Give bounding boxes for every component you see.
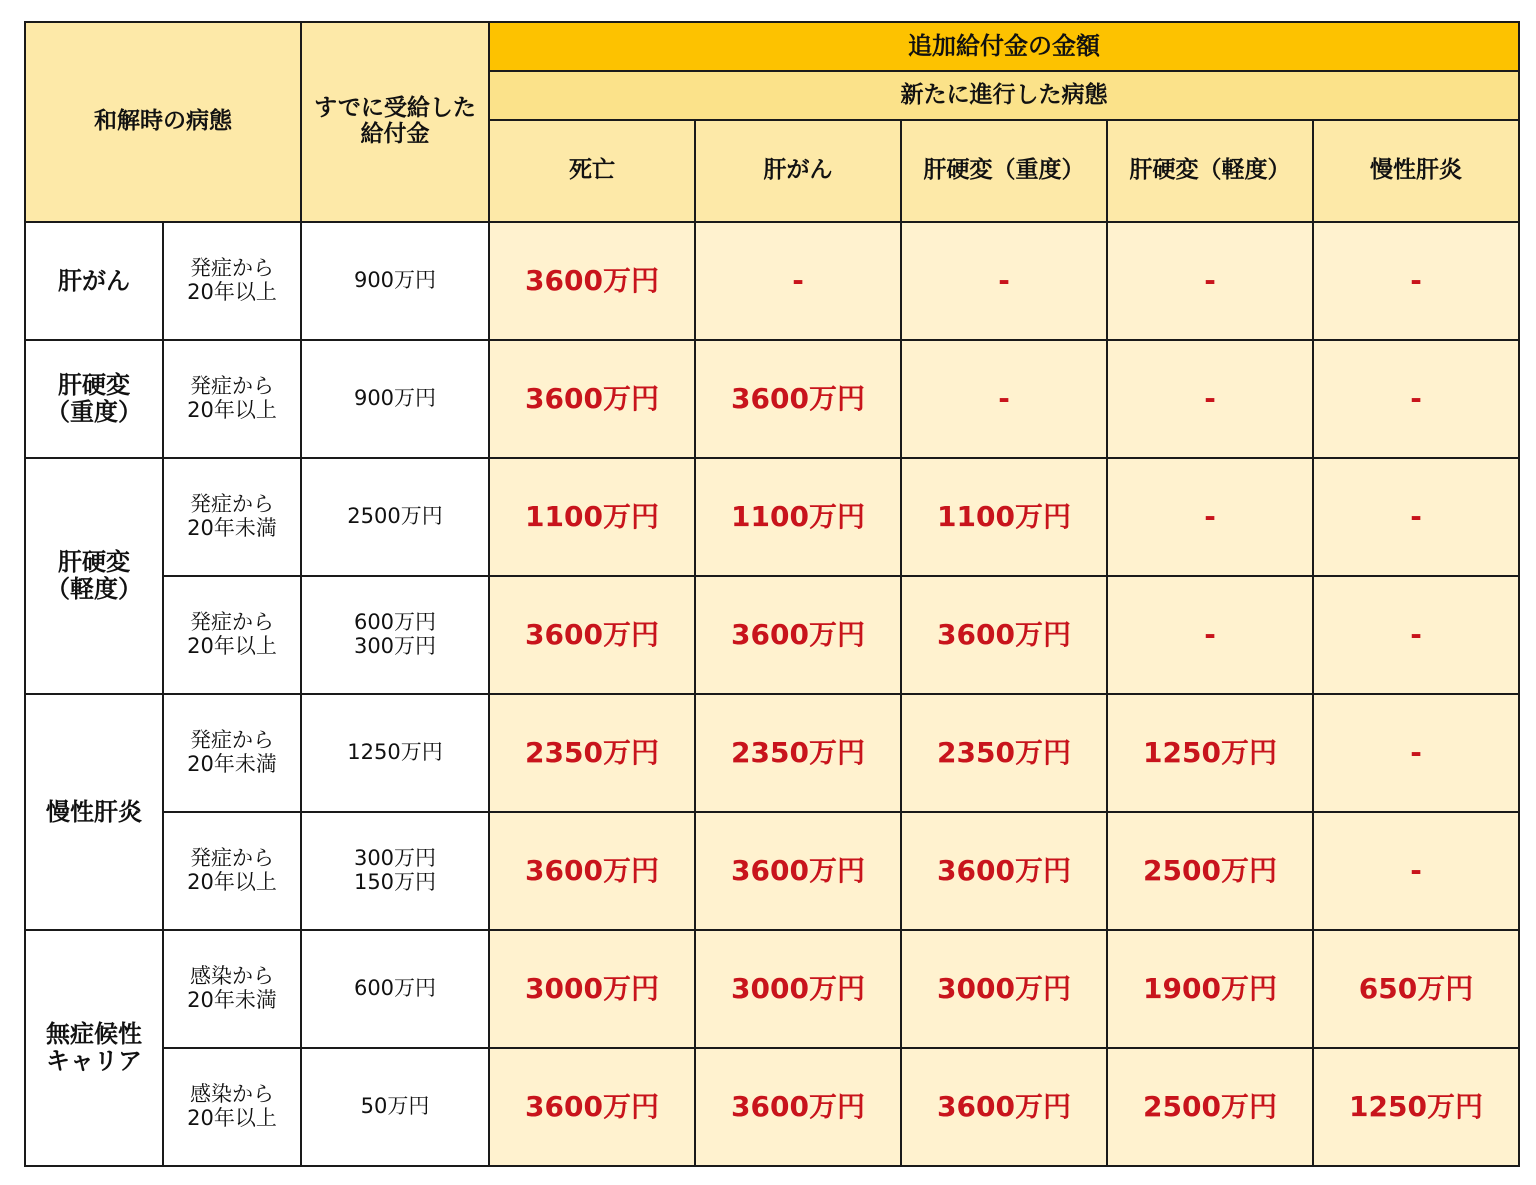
- already-received-amount-line-1: 50万円: [360, 1094, 430, 1119]
- additional-amount-cirrhosis-severe: 3600万円: [901, 812, 1107, 930]
- additional-amount-death: 1100万円: [489, 458, 695, 576]
- table-row: [25, 340, 1519, 458]
- additional-amount-cirrhosis-mild: -: [1107, 222, 1313, 340]
- onset-period-line-1: 発症から: [190, 256, 274, 281]
- condition-label-line-2: （重度）: [46, 398, 142, 426]
- additional-amount-chronic-hepatitis: 650万円: [1313, 930, 1519, 1048]
- table-row: [25, 812, 1519, 930]
- already-received-amount: [301, 812, 489, 930]
- header-condition-at-settlement: 和解時の病態: [25, 22, 301, 222]
- table-row: [25, 458, 1519, 576]
- table-row: [25, 222, 1519, 340]
- additional-amount-cirrhosis-severe: 2350万円: [901, 694, 1107, 812]
- onset-period-line-1: 発症から: [190, 374, 274, 399]
- outcome-header-liver-cancer: 肝がん: [695, 120, 901, 222]
- additional-amount-cirrhosis-severe: 3600万円: [901, 576, 1107, 694]
- already-received-amount: [301, 694, 489, 812]
- additional-amount-cirrhosis-severe: -: [901, 340, 1107, 458]
- already-received-amount: [301, 576, 489, 694]
- already-received-amount-line-1: 2500万円: [347, 504, 443, 529]
- benefit-table: [24, 21, 1520, 1167]
- onset-period: [163, 812, 301, 930]
- onset-period-line-2: 20年以上: [187, 1106, 277, 1130]
- additional-amount-liver-cancer: 3600万円: [695, 812, 901, 930]
- condition-label: [25, 458, 163, 694]
- additional-amount-liver-cancer: 3600万円: [695, 340, 901, 458]
- additional-amount-cirrhosis-mild: -: [1107, 340, 1313, 458]
- already-received-amount-line-1: 600万円: [353, 976, 437, 1001]
- condition-label-line-1: 無症候性: [46, 1020, 142, 1049]
- additional-amount-chronic-hepatitis: -: [1313, 458, 1519, 576]
- outcome-header-cirrhosis-mild: 肝硬変（軽度）: [1107, 120, 1313, 222]
- condition-label-line-1: 肝硬変: [58, 371, 130, 400]
- already-received-amount: [301, 340, 489, 458]
- condition-label: [25, 222, 163, 340]
- onset-period-line-1: 発症から: [190, 846, 274, 871]
- table-row: [25, 930, 1519, 1048]
- onset-period-line-2: 20年以上: [187, 398, 277, 422]
- additional-amount-liver-cancer: 2350万円: [695, 694, 901, 812]
- onset-period: [163, 1048, 301, 1166]
- additional-amount-chronic-hepatitis: 1250万円: [1313, 1048, 1519, 1166]
- additional-amount-cirrhosis-mild: 1900万円: [1107, 930, 1313, 1048]
- already-received-amount: [301, 222, 489, 340]
- onset-period-line-2: 20年以上: [187, 870, 277, 894]
- header-already-received: [301, 22, 489, 222]
- onset-period-line-2: 20年未満: [187, 988, 277, 1012]
- additional-amount-cirrhosis-mild: -: [1107, 458, 1313, 576]
- outcome-header-cirrhosis-severe: 肝硬変（重度）: [901, 120, 1107, 222]
- table-row: [25, 1048, 1519, 1166]
- condition-label-line-1: 慢性肝炎: [46, 797, 142, 826]
- onset-period-line-1: 発症から: [190, 492, 274, 517]
- condition-label-line-2: （軽度）: [46, 575, 142, 603]
- additional-amount-death: 3600万円: [489, 1048, 695, 1166]
- additional-amount-chronic-hepatitis: -: [1313, 340, 1519, 458]
- already-received-amount-line-1: 900万円: [353, 386, 437, 411]
- outcome-header-chronic-hepatitis: 慢性肝炎: [1313, 120, 1519, 222]
- header-already-received-line-1: すでに受給した: [314, 95, 476, 122]
- table-row: [25, 576, 1519, 694]
- onset-period: [163, 458, 301, 576]
- already-received-amount-line-1: 900万円: [353, 268, 437, 293]
- onset-period: [163, 340, 301, 458]
- additional-amount-cirrhosis-mild: -: [1107, 576, 1313, 694]
- additional-amount-cirrhosis-severe: 3000万円: [901, 930, 1107, 1048]
- additional-amount-chronic-hepatitis: -: [1313, 222, 1519, 340]
- additional-amount-cirrhosis-mild: 1250万円: [1107, 694, 1313, 812]
- already-received-amount: [301, 930, 489, 1048]
- condition-label: [25, 930, 163, 1166]
- condition-label-line-1: 肝がん: [58, 266, 130, 295]
- onset-period-line-2: 20年未満: [187, 516, 277, 540]
- onset-period-line-1: 発症から: [190, 610, 274, 635]
- additional-amount-death: 3600万円: [489, 222, 695, 340]
- additional-amount-death: 3000万円: [489, 930, 695, 1048]
- additional-amount-cirrhosis-severe: -: [901, 222, 1107, 340]
- additional-amount-liver-cancer: -: [695, 222, 901, 340]
- already-received-amount: [301, 1048, 489, 1166]
- outcome-header-death: 死亡: [489, 120, 695, 222]
- onset-period: [163, 576, 301, 694]
- already-received-amount-line-2: 300万円: [353, 634, 437, 658]
- header-already-received-line-2: 給付金: [360, 121, 430, 147]
- additional-amount-death: 3600万円: [489, 812, 695, 930]
- additional-amount-cirrhosis-severe: 1100万円: [901, 458, 1107, 576]
- additional-amount-liver-cancer: 1100万円: [695, 458, 901, 576]
- onset-period-line-1: 発症から: [190, 728, 274, 753]
- additional-amount-liver-cancer: 3000万円: [695, 930, 901, 1048]
- condition-label: [25, 340, 163, 458]
- already-received-amount-line-1: 300万円: [353, 846, 437, 871]
- onset-period-line-1: 感染から: [190, 964, 274, 989]
- condition-label-line-1: 肝硬変: [58, 548, 130, 577]
- additional-amount-chronic-hepatitis: -: [1313, 576, 1519, 694]
- condition-label: [25, 694, 163, 930]
- additional-amount-death: 2350万円: [489, 694, 695, 812]
- onset-period: [163, 930, 301, 1048]
- onset-period: [163, 222, 301, 340]
- additional-amount-death: 3600万円: [489, 340, 695, 458]
- additional-amount-liver-cancer: 3600万円: [695, 1048, 901, 1166]
- header-newly-progressed: 新たに進行した病態: [489, 71, 1519, 120]
- already-received-amount-line-2: 150万円: [353, 870, 437, 894]
- onset-period-line-2: 20年以上: [187, 280, 277, 304]
- additional-amount-cirrhosis-severe: 3600万円: [901, 1048, 1107, 1166]
- already-received-amount-line-1: 600万円: [353, 610, 437, 635]
- header-additional-amount: 追加給付金の金額: [489, 22, 1519, 71]
- onset-period-line-1: 感染から: [190, 1082, 274, 1107]
- onset-period: [163, 694, 301, 812]
- table-row: [25, 694, 1519, 812]
- onset-period-line-2: 20年未満: [187, 752, 277, 776]
- additional-amount-chronic-hepatitis: -: [1313, 812, 1519, 930]
- already-received-amount: [301, 458, 489, 576]
- additional-amount-chronic-hepatitis: -: [1313, 694, 1519, 812]
- additional-amount-cirrhosis-mild: 2500万円: [1107, 1048, 1313, 1166]
- condition-label-line-2: キャリア: [46, 1047, 142, 1075]
- additional-amount-death: 3600万円: [489, 576, 695, 694]
- additional-amount-liver-cancer: 3600万円: [695, 576, 901, 694]
- already-received-amount-line-1: 1250万円: [347, 740, 443, 765]
- onset-period-line-2: 20年以上: [187, 634, 277, 658]
- additional-amount-cirrhosis-mild: 2500万円: [1107, 812, 1313, 930]
